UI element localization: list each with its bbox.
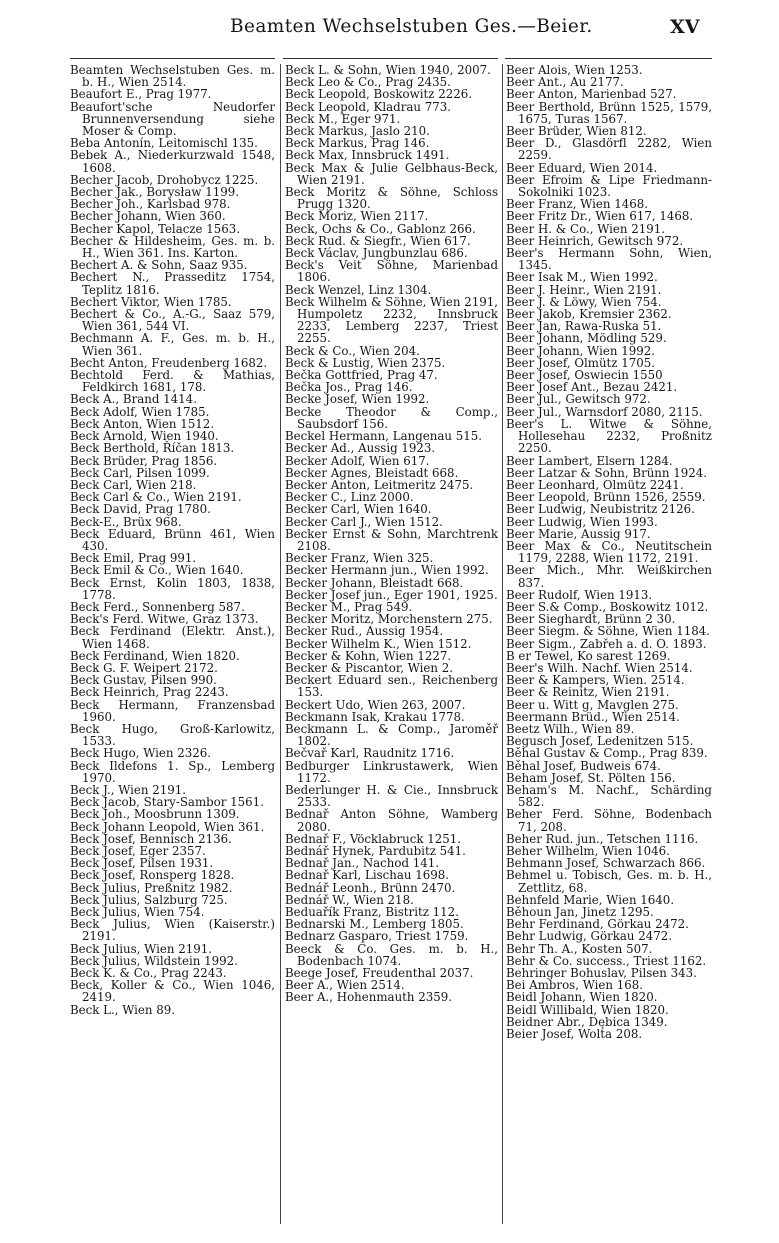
directory-entry: Beer Johann, Mödling 529.	[506, 331, 667, 346]
directory-entry: Beck Václav, Jungbunzlau 686.	[285, 246, 468, 261]
directory-entry: Beck Rud. & Siegfr., Wien 617.	[285, 233, 471, 248]
directory-entry: Bechert & Co., A.-G., Saaz 579, Wien 361, 544 VI.	[70, 307, 275, 334]
directory-entry: Behr Ludwig, Görkau 2472.	[506, 929, 673, 944]
directory-entry: Beck Julius, Wien 2191.	[70, 941, 212, 956]
page-header	[0, 16, 779, 46]
directory-entry: Beck Hugo, Groß-Karlowitz, 1533.	[70, 721, 275, 749]
directory-entry: Becker Johann, Bleistadt 668.	[285, 575, 464, 590]
directory-entry: Běhoun Jan, Jinetz 1295.	[506, 905, 654, 920]
directory-entry: Beer Berthold, Brünn 1525, 1579, 1675, Turas 1567.	[506, 99, 712, 126]
directory-entry: Bečvař Karl, Raudnitz 1716.	[285, 746, 455, 761]
directory-entry: Becker M., Prag 549.	[285, 599, 413, 614]
directory-entry: Beham Josef, St. Pölten 156.	[506, 770, 676, 785]
page-number: XV	[670, 16, 700, 38]
directory-entry: Beer H. & Co., Wien 2191.	[506, 221, 666, 236]
directory-entry: Beck M., Eger 971.	[285, 111, 401, 126]
directory-entry: Beck Julius, Preßnitz 1982.	[70, 880, 233, 895]
directory-entry: Beer Lambert, Elsern 1284.	[506, 453, 673, 468]
directory-entry: Beher Ferd. Söhne, Bodenbach 71, 208.	[506, 807, 712, 834]
directory-entry: Bednarz Gasparo, Triest 1759.	[285, 929, 469, 944]
directory-entry: Beer Ludwig, Wien 1993.	[506, 514, 658, 529]
directory-entry: Beck Emil & Co., Wien 1640.	[70, 563, 244, 578]
directory-entry: Beamten Wechselstuben Ges. m. b. H., Wien 2514.	[70, 63, 275, 90]
directory-entry: Bednař Anton Söhne, Wamberg 2080.	[285, 807, 498, 834]
directory-entry: Beck Markus, Jaslo 210.	[285, 124, 430, 139]
directory-entry: B er Tewel, Ko sarest 1269.	[506, 648, 671, 663]
column-3	[506, 64, 712, 1040]
directory-entry: Beck Heinrich, Prag 2243.	[70, 685, 229, 700]
directory-entry: Behr Ferdinand, Görkau 2472.	[506, 917, 689, 932]
directory-entry: Beer Jan, Rawa-Ruska 51.	[506, 319, 662, 334]
directory-entry: Beck Moritz & Söhne, Schloss Prugg 1320.	[285, 185, 498, 212]
directory-entry: Behmel u. Tobisch, Ges. m. b. H., Zettlitz, 68.	[506, 868, 712, 895]
directory-entry: Beer Marie, Aussig 917.	[506, 526, 651, 541]
directory-entry: Bednař F., Vöcklabruck 1251.	[285, 831, 461, 846]
directory-entry: Beer Ant., Au 2177.	[506, 75, 624, 90]
directory-entry: Becker C., Linz 2000.	[285, 490, 414, 505]
directory-entry: Beaufort E., Prag 1977.	[70, 87, 212, 102]
directory-entry: Beck Jacob, Stary-Sambor 1561.	[70, 795, 264, 810]
directory-entry: Beer Josef, Oswiecin 1550	[506, 368, 663, 383]
directory-entry: Beer A., Hohenmauth 2359.	[285, 990, 453, 1005]
directory-entry: Beck Wenzel, Linz 1304.	[285, 282, 432, 297]
directory-entry: Begusch Josef, Ledenitzen 515.	[506, 734, 694, 749]
directory-entry: Beer Latzar & Sohn, Brünn 1924.	[506, 465, 708, 480]
directory-entry: Beck Josef, Pilsen 1931.	[70, 856, 214, 871]
directory-entry: Beham's M. Nachf., Schärding 582.	[506, 782, 712, 810]
directory-entry: Beer & Kampers, Wien. 2514.	[506, 673, 685, 688]
directory-entry: Beck Ernst, Kolin 1803, 1838, 1778.	[70, 575, 275, 602]
directory-entry: Beer Johann, Wien 1992.	[506, 343, 655, 358]
directory-entry: Beer Jul., Warnsdorf 2080, 2115.	[506, 404, 703, 419]
directory-entry: Beier Josef, Wolta 208.	[506, 1027, 643, 1042]
directory-entry: Beer Sieghardt, Brünn 2 30.	[506, 612, 676, 627]
directory-entry: Becker Agnes, Bleistadt 668.	[285, 465, 459, 480]
directory-entry: Beer & Reinitz, Wien 2191.	[506, 685, 670, 700]
directory-entry: Beer Jul., Gewitsch 972.	[506, 392, 651, 407]
directory-entry: Beer Anton, Marienbad 527.	[506, 87, 677, 102]
directory-entry: Beduařík Franz, Bistritz 112.	[285, 905, 459, 920]
directory-entry: Becker & Kohn, Wien 1227.	[285, 648, 452, 663]
directory-entry: Bei Ambros, Wien 168.	[506, 978, 644, 993]
directory-entry: Beck's Ferd. Witwe, Graz 1373.	[70, 612, 259, 627]
directory-entry: Beck Josef, Bennisch 2136.	[70, 831, 232, 846]
directory-entry: Becher Jak., Borysław 1199.	[70, 185, 239, 200]
directory-entry: Becker Carl J., Wien 1512.	[285, 514, 443, 529]
directory-entry: Behringer Bohuslav, Pilsen 343.	[506, 966, 697, 981]
directory-entry: Becke Theodor & Comp., Saubsdorf 156.	[285, 404, 498, 431]
column-divider-1	[280, 64, 281, 1224]
header-rule-left	[70, 58, 275, 59]
directory-entry: Becker Ernst & Sohn, Marchtrenk 2108.	[285, 526, 498, 553]
directory-entry: Beer Leonhard, Olmütz 2241.	[506, 477, 684, 492]
directory-entry: Beck Carl, Pilsen 1099.	[70, 465, 210, 480]
directory-entry: Becker Rud., Aussig 1954.	[285, 624, 444, 639]
directory-entry: Beer Rudolf, Wien 1913.	[506, 587, 653, 602]
directory-entry: Beck L., Wien 89.	[70, 1002, 176, 1017]
directory-entry: Bechtold Ferd. & Mathias, Feldkirch 1681, 178.	[70, 368, 275, 395]
column-2	[285, 64, 498, 1004]
directory-entry: Beer Leopold, Brünn 1526, 2559.	[506, 490, 706, 505]
directory-entry: Beck Josef, Ronsperg 1828.	[70, 868, 235, 883]
directory-entry: Beher Wilhelm, Wien 1046.	[506, 844, 670, 858]
directory-entry: Beck Eduard, Brünn 461, Wien 430.	[70, 526, 275, 553]
directory-entry: Beck Moriz, Wien 2117.	[285, 209, 429, 224]
directory-entry: Bednář W., Wien 218.	[285, 892, 414, 907]
directory-entry: Beer Jakob, Kremsier 2362.	[506, 307, 672, 322]
directory-entry: Beck-E., Brüx 968.	[70, 514, 182, 529]
directory-entry: Beck Leo & Co., Prag 2435.	[285, 75, 451, 90]
directory-entry: Beck Ferd., Sonnenberg 587.	[70, 599, 245, 614]
directory-entry: Beck Johann Leopold, Wien 361.	[70, 819, 265, 834]
directory-entry: Beck Brüder, Prag 1856.	[70, 453, 218, 468]
directory-entry: Becker & Piscantor, Wien 2.	[285, 660, 453, 675]
directory-entry: Beck Carl, Wien 218.	[70, 477, 197, 492]
directory-entry: Beetz Wilh., Wien 89.	[506, 721, 635, 736]
directory-entry: Beck Arnold, Wien 1940.	[70, 429, 219, 444]
directory-entry: Bechert Viktor, Wien 1785.	[70, 294, 232, 309]
column-divider-2	[502, 64, 503, 1224]
directory-entry: Beer Josef, Olmütz 1705.	[506, 355, 656, 370]
directory-entry: Bednař Jan., Nachod 141.	[285, 856, 440, 871]
directory-entry: Běhal Josef, Budweis 674.	[506, 758, 661, 773]
directory-entry: Beer Ludwig, Neubistritz 2126.	[506, 502, 695, 517]
directory-entry: Beer D., Glasdörfl 2282, Wien 2259.	[506, 136, 712, 163]
directory-entry: Beer J. Heinr., Wien 2191.	[506, 282, 662, 297]
directory-entry: Beck Emil, Prag 991.	[70, 551, 197, 566]
directory-entry: Becker Anton, Leitmeritz 2475.	[285, 477, 474, 492]
directory-entry: Beer Mich., Mhr. Weißkirchen 837.	[506, 563, 712, 590]
directory-entry: Beck Leopold, Boskowitz 2226.	[285, 87, 472, 102]
directory-entry: Bednarski M., Lemberg 1805.	[285, 917, 464, 932]
directory-entry: Bederlunger H. & Cie., Innsbruck 2533.	[285, 782, 498, 810]
directory-entry: Becker Adolf, Wien 617.	[285, 453, 430, 468]
directory-entry: Beermann Brüd., Wien 2514.	[506, 709, 680, 724]
directory-entry: Becker Franz, Wien 325.	[285, 551, 434, 566]
directory-entry: Beck K. & Co., Prag 2243.	[70, 966, 227, 981]
directory-entry: Beck Julius, Wildstein 1992.	[70, 953, 238, 968]
directory-entry: Beer Eduard, Wien 2014.	[506, 160, 658, 175]
directory-entry: Behmann Josef, Schwarzach 866.	[506, 856, 706, 871]
directory-entry: Beer Heinrich, Gewitsch 972.	[506, 233, 684, 248]
directory-entry: Beck G. F. Weipert 2172.	[70, 660, 218, 675]
directory-entry: Beidl Johann, Wien 1820.	[506, 990, 658, 1005]
directory-entry: Beer A., Wien 2514.	[285, 978, 405, 993]
directory-entry: Beck Max, Innsbruck 1491.	[285, 148, 450, 163]
directory-entry: Becker Wilhelm K., Wien 1512.	[285, 636, 472, 651]
directory-entry: Becke Josef, Wien 1992.	[285, 392, 430, 407]
directory-entry: Becher Joh., Karlsbad 978.	[70, 197, 231, 212]
directory-entry: Becht Anton, Freudenberg 1682.	[70, 355, 268, 370]
directory-entry: Bednář Hynek, Pardubitz 541.	[285, 844, 466, 858]
directory-entry: Beck & Co., Wien 204.	[285, 343, 420, 358]
directory-entry: Bechert N., Prasseditz 1754, Teplitz 1816.	[70, 270, 275, 297]
directory-entry: Beaufort'sche Neudorfer Brunnenversendung siehe Moser & Comp.	[70, 99, 275, 139]
directory-entry: Beck Joh., Moosbrunn 1309.	[70, 807, 240, 822]
directory-entry: Beer Siegm. & Söhne, Wien 1184.	[506, 624, 710, 639]
running-head-title: Beamten Wechselstuben Ges.—Beier.	[230, 16, 593, 37]
directory-entry: Běhal Gustav & Comp., Prag 839.	[506, 746, 708, 761]
directory-entry: Becher Kapol, Telacze 1563.	[70, 221, 241, 236]
directory-entry: Beckel Hermann, Langenau 515.	[285, 429, 482, 444]
directory-entry: Becker Moritz, Morchenstern 275.	[285, 612, 493, 627]
directory-entry: Bechert A. & Sohn, Saaz 935.	[70, 258, 248, 273]
directory-entry: Beer's Wilh. Nachf. Wien 2514.	[506, 660, 693, 675]
directory-entry: Beck Markus, Prag 146.	[285, 136, 430, 151]
directory-entry: Beer's Hermann Sohn, Wien, 1345.	[506, 246, 712, 273]
header-rule-right	[505, 58, 712, 59]
directory-entry: Beer u. Witt g, Mavglen 275.	[506, 697, 679, 712]
directory-entry: Becher & Hildesheim, Ges. m. b. H., Wien 361. Ins. Karton.	[70, 233, 275, 261]
directory-entry: Beck Ferdinand, Wien 1820.	[70, 648, 240, 663]
directory-entry: Beck Adolf, Wien 1785.	[70, 404, 210, 419]
directory-entry: Beer Alois, Wien 1253.	[506, 63, 643, 77]
directory-entry: Beck Max & Julie Gelbhaus-Beck, Wien 2191.	[285, 160, 498, 187]
directory-entry: Bednář Leonh., Brünn 2470.	[285, 880, 456, 895]
directory-entry: Beidl Willibald, Wien 1820.	[506, 1002, 669, 1017]
directory-entry: Beck David, Prag 1780.	[70, 502, 211, 517]
directory-entry: Beer Fritz Dr., Wien 617, 1468.	[506, 209, 694, 224]
directory-entry: Beck Julius, Salzburg 725.	[70, 892, 228, 907]
directory-entry: Behr Th. A., Kosten 507.	[506, 941, 653, 956]
directory-entry: Becker Hermann jun., Wien 1992.	[285, 563, 489, 578]
directory-entry: Beer Isak M., Wien 1992.	[506, 270, 658, 285]
directory-entry: Beer Sigm., Zabřeh a. d. O. 1893.	[506, 636, 707, 651]
directory-entry: Beck Julius, Wien (Kaiserstr.) 2191.	[70, 917, 275, 944]
directory-entry: Behr & Co. success., Triest 1162.	[506, 953, 707, 968]
directory-entry: Becher Jacob, Drohobycz 1225.	[70, 172, 259, 187]
directory-entry: Beckert Udo, Wien 263, 2007.	[285, 697, 466, 712]
directory-entry: Beck, Ochs & Co., Gablonz 266.	[285, 221, 476, 236]
header-rule-middle	[283, 58, 498, 59]
directory-entry: Bednař Karl, Lischau 1698.	[285, 868, 449, 883]
directory-entry: Beck Berthold, Říčan 1813.	[70, 441, 235, 456]
directory-entry: Beer S.& Comp., Boskowitz 1012.	[506, 599, 709, 614]
directory-entry: Beer Max & Co., Neutitschein 1179, 2288, Wien 1172, 2191.	[506, 538, 712, 566]
directory-entry: Beck, Koller & Co., Wien 1046, 2419.	[70, 978, 275, 1005]
directory-entry: Beidner Abr., Dębica 1349.	[506, 1014, 668, 1029]
directory-entry: Beege Josef, Freudenthal 2037.	[285, 966, 474, 981]
directory-entry: Beer Brüder, Wien 812.	[506, 124, 647, 139]
directory-entry: Beer Efroim & Lipe Friedmann-Sokolniki 1023.	[506, 172, 712, 200]
directory-entry: Beck Julius, Wien 754.	[70, 905, 205, 920]
directory-entry: Beer J. & Löwy, Wien 754.	[506, 294, 662, 309]
directory-entry: Bedburger Linkrustawerk, Wien 1172.	[285, 758, 498, 785]
directory-entry: Beck's Veit Söhne, Marienbad 1806.	[285, 258, 498, 285]
directory-entry: Beck J., Wien 2191.	[70, 782, 187, 797]
directory-entry: Beer's L. Witwe & Söhne, Hollesehau 2232, Proßnitz 2250.	[506, 416, 712, 456]
directory-entry: Bechmann A. F., Ges. m. b. H., Wien 361.	[70, 331, 275, 358]
directory-entry: Beck Hermann, Franzensbad 1960.	[70, 697, 275, 724]
directory-entry: Beck Carl & Co., Wien 2191.	[70, 490, 242, 505]
directory-entry: Becker Josef jun., Eger 1901, 1925.	[285, 587, 498, 602]
directory-entry: Beck Ferdinand (Elektr. Anst.), Wien 1468.	[70, 624, 275, 651]
directory-entry: Beck Anton, Wien 1512.	[70, 416, 215, 431]
directory-entry: Beck L. & Sohn, Wien 1940, 2007.	[285, 63, 491, 77]
directory-entry: Beck Wilhelm & Söhne, Wien 2191, Humpoletz 2232, Innsbruck 2233, Lemberg 2237, Triest 2255.	[285, 294, 498, 346]
directory-entry: Becker Carl, Wien 1640.	[285, 502, 432, 517]
column-1	[70, 64, 275, 1016]
directory-entry: Beckmann Isak, Krakau 1778.	[285, 709, 465, 724]
directory-entry: Behnfeld Marie, Wien 1640.	[506, 892, 675, 907]
directory-entry: Beck Ildefons 1. Sp., Lemberg 1970.	[70, 758, 275, 785]
directory-entry: Bečka Gottfried, Prag 47.	[285, 368, 438, 383]
directory-entry: Beba Antonín, Leitomischl 135.	[70, 136, 258, 151]
directory-entry: Beck Gustav, Pilsen 990.	[70, 673, 217, 688]
directory-entry: Beck Hugo, Wien 2326.	[70, 746, 211, 761]
directory-entry: Beer Josef Ant., Bezau 2421.	[506, 380, 678, 395]
directory-entry: Bebek A., Niederkurzwald 1548, 1608.	[70, 148, 275, 175]
directory-entry: Beer Franz, Wien 1468.	[506, 197, 648, 212]
directory-entry: Beck & Lustig, Wien 2375.	[285, 355, 446, 370]
directory-entry: Bečka Jos., Prag 146.	[285, 380, 413, 395]
directory-entry: Beckmann L. & Comp., Jaroměř 1802.	[285, 721, 498, 749]
directory-entry: Beck A., Brand 1414.	[70, 392, 197, 407]
directory-entry: Beck Josef, Eger 2357.	[70, 844, 206, 858]
directory-entry: Becher Johann, Wien 360.	[70, 209, 226, 224]
directory-entry: Beher Rud. jun., Tetschen 1116.	[506, 831, 699, 846]
directory-entry: Becker Ad., Aussig 1923.	[285, 441, 436, 456]
directory-entry: Beeck & Co. Ges. m. b. H., Bodenbach 1074.	[285, 941, 498, 968]
directory-entry: Beckert Eduard sen., Reichenberg 153.	[285, 673, 498, 700]
directory-entry: Beck Leopold, Kladrau 773.	[285, 99, 452, 114]
